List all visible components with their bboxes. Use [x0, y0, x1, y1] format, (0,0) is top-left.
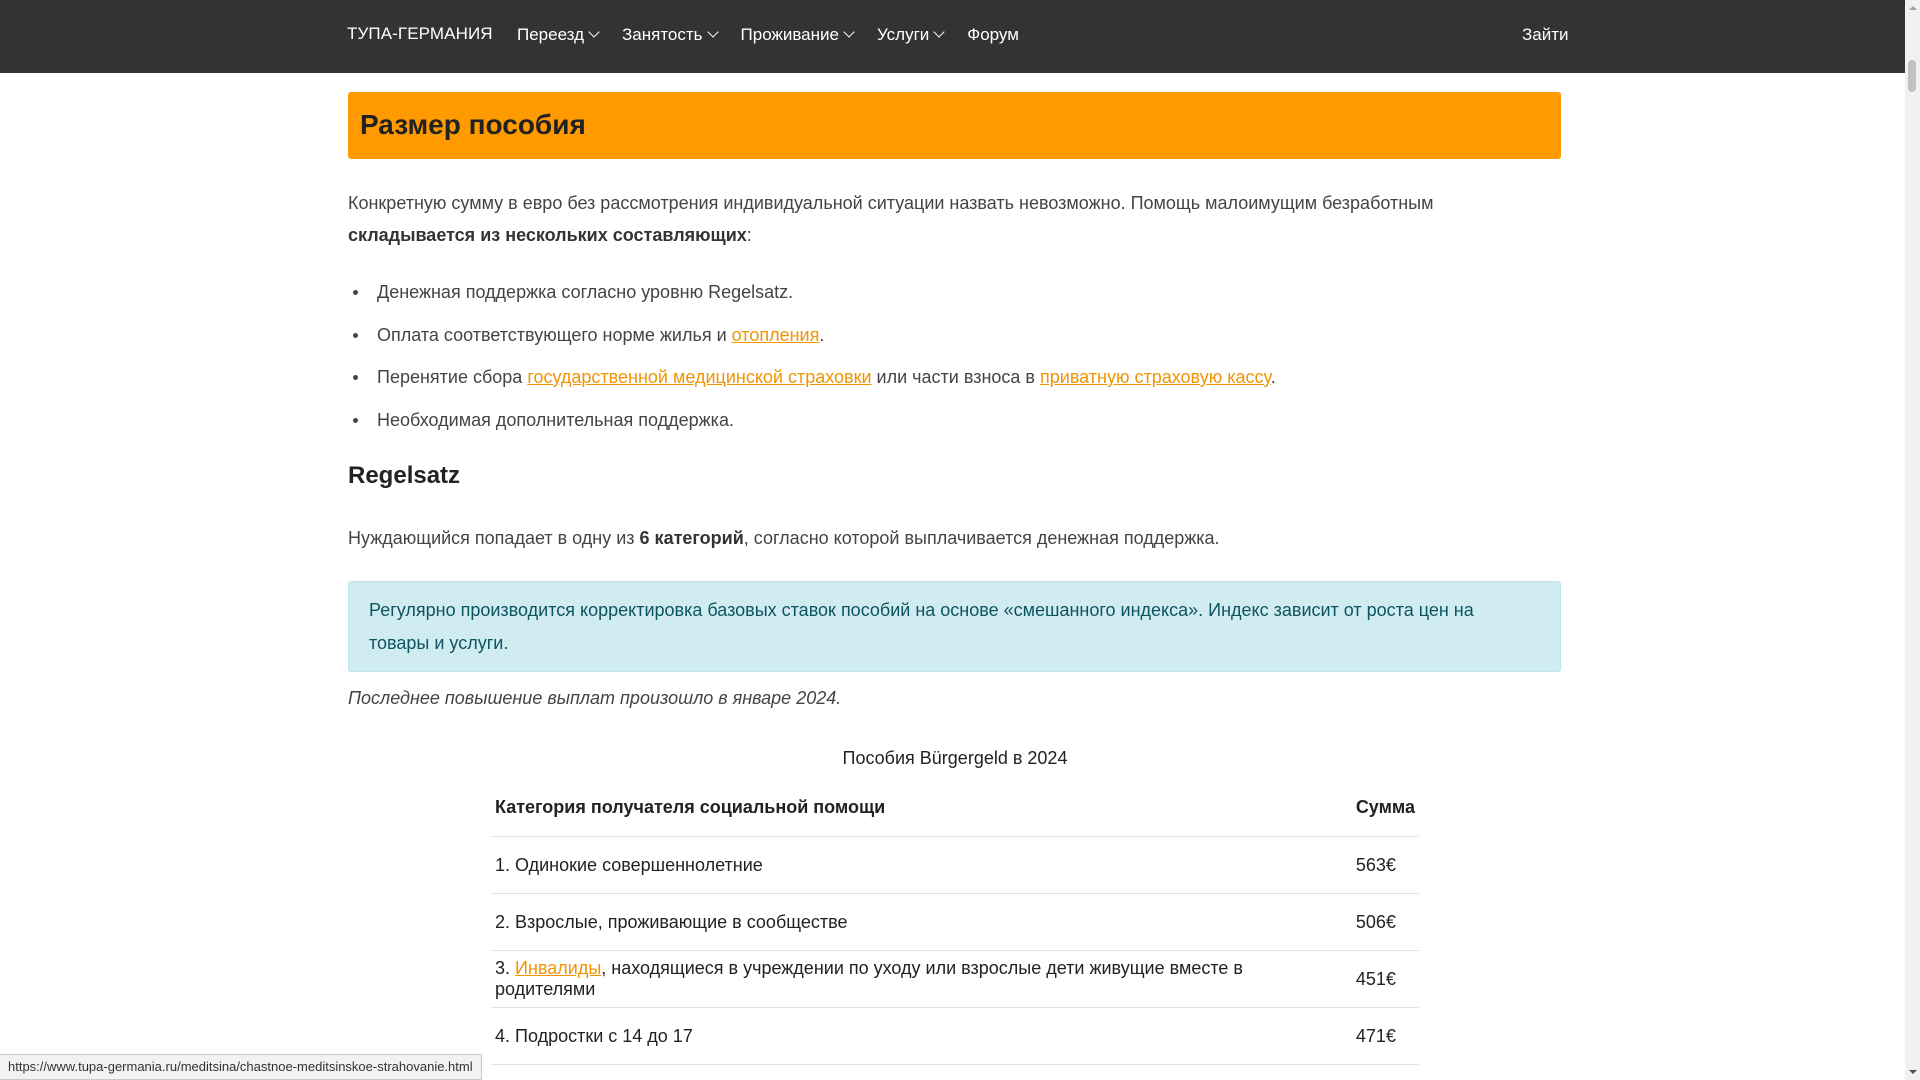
list-item-end: .: [1270, 367, 1276, 387]
intro-text: Конкретную сумму в евро без рассмотрения индивидуальной ситуации назвать невозможно. Помощь малоимущим безработным: [348, 193, 1434, 213]
top-navbar: [0, 0, 1905, 73]
regelsatz-heading: Regelsatz: [348, 462, 461, 489]
chevron-down-icon: [588, 26, 599, 37]
cell-sum: 563€: [1352, 837, 1419, 894]
table-caption: Пособия Bürgergeld в 2024: [842, 748, 1068, 768]
nav-item-label: Переезд: [517, 25, 585, 44]
table-row: [491, 1008, 1419, 1065]
nav-item-label: Занятость: [622, 25, 703, 44]
info-text: Регулярно производится корректировка базовых ставок пособий на основе «смешанного индекса». Индекс зависит от роста цен на товары и услуги.: [369, 600, 1474, 653]
chevron-down-icon: [843, 26, 854, 37]
list-item-text: Денежная поддержка согласно уровню Regelsatz.: [377, 282, 794, 302]
nav-item-label: Проживание: [740, 25, 839, 44]
public-insurance-link[interactable]: государственной медицинской страховки: [527, 367, 872, 387]
column-header-sum: Сумма: [1352, 779, 1419, 837]
nav-item-label: Услуги: [876, 25, 930, 44]
site-logo[interactable]: ТУПА-ГЕРМАНИЯ: [347, 24, 493, 43]
table-row: [491, 894, 1419, 951]
categories-text: Нуждающийся попадает в одну из: [348, 528, 640, 548]
cell-sum: 506€: [1352, 894, 1419, 951]
cell-sum: 451€: [1352, 951, 1419, 1008]
chevron-down-icon: [707, 26, 718, 37]
table-header-row: [491, 779, 1419, 837]
info-alert: [348, 581, 1561, 672]
list-item-text: Необходимая дополнительная поддержка.: [377, 409, 734, 430]
nav-item-label: Форум: [967, 25, 1019, 44]
column-header-category: Категория получателя социальной помощи: [491, 779, 1352, 837]
list-item-text: Перенятие сбора: [377, 367, 528, 387]
chevron-down-icon: [934, 26, 945, 37]
categories-end: , согласно которой выплачивается денежная поддержка.: [743, 528, 1220, 548]
categories-bold: 6 категорий: [639, 528, 744, 548]
page-scrollbar[interactable]: [1905, 0, 1920, 1080]
list-item: [348, 361, 1561, 404]
cell-prefix: 3.: [495, 958, 516, 978]
cell-category: 1. Одинокие совершеннолетние: [491, 837, 1352, 894]
cell-category-text: , находящиеся в учреждении по уходу или взрослые дети живущие вместе в родителями: [495, 958, 1243, 999]
heating-link[interactable]: отопления: [731, 324, 820, 345]
nav-item-prozhivanie[interactable]: [741, 25, 853, 45]
login-link[interactable]: Зайти: [1522, 25, 1569, 44]
nav-item-pereezd[interactable]: [517, 25, 598, 45]
scroll-up-arrow-icon[interactable]: [1905, 0, 1920, 15]
intro-end: :: [746, 225, 752, 245]
benefits-table: [491, 779, 1419, 1065]
list-item-text: Оплата соответствующего норме жилья и: [377, 324, 732, 345]
scroll-thumb[interactable]: [1908, 60, 1916, 92]
last-increase-note: Последнее повышение выплат произошло в январе 2024.: [348, 688, 842, 708]
scroll-down-arrow-icon[interactable]: [1905, 1065, 1920, 1080]
status-bar-url: https://www.tupa-germania.ru/meditsina/chastnoe-meditsinskoe-strahovanie.html: [0, 1054, 482, 1080]
section-title: Размер пособия: [360, 109, 586, 140]
components-list: [348, 276, 1561, 446]
intro-paragraph: [348, 187, 1561, 251]
list-item: [348, 276, 1561, 319]
intro-bold: складывается из нескольких составляющих: [348, 225, 747, 245]
cell-category: 4. Подростки с 14 до 17: [491, 1008, 1352, 1065]
list-item-text: или части взноса в: [871, 367, 1040, 387]
disabled-persons-link[interactable]: Инвалиды: [515, 958, 602, 978]
categories-paragraph: [348, 522, 1561, 554]
private-insurance-link[interactable]: приватную страховую кассу: [1040, 367, 1271, 387]
nav-item-zanyatost[interactable]: [622, 25, 717, 45]
nav-item-forum[interactable]: [967, 25, 1019, 45]
list-item: [348, 319, 1561, 362]
list-item: [348, 404, 1561, 447]
nav-item-uslugi[interactable]: [877, 25, 943, 45]
section-banner: [348, 92, 1561, 159]
main-menu: [517, 25, 1043, 45]
cell-category: [491, 951, 1352, 1008]
table-row: [491, 951, 1419, 1008]
cell-category: 2. Взрослые, проживающие в сообществе: [491, 894, 1352, 951]
cell-sum: 471€: [1352, 1008, 1419, 1065]
list-item-end: .: [819, 324, 825, 345]
table-row: [491, 837, 1419, 894]
